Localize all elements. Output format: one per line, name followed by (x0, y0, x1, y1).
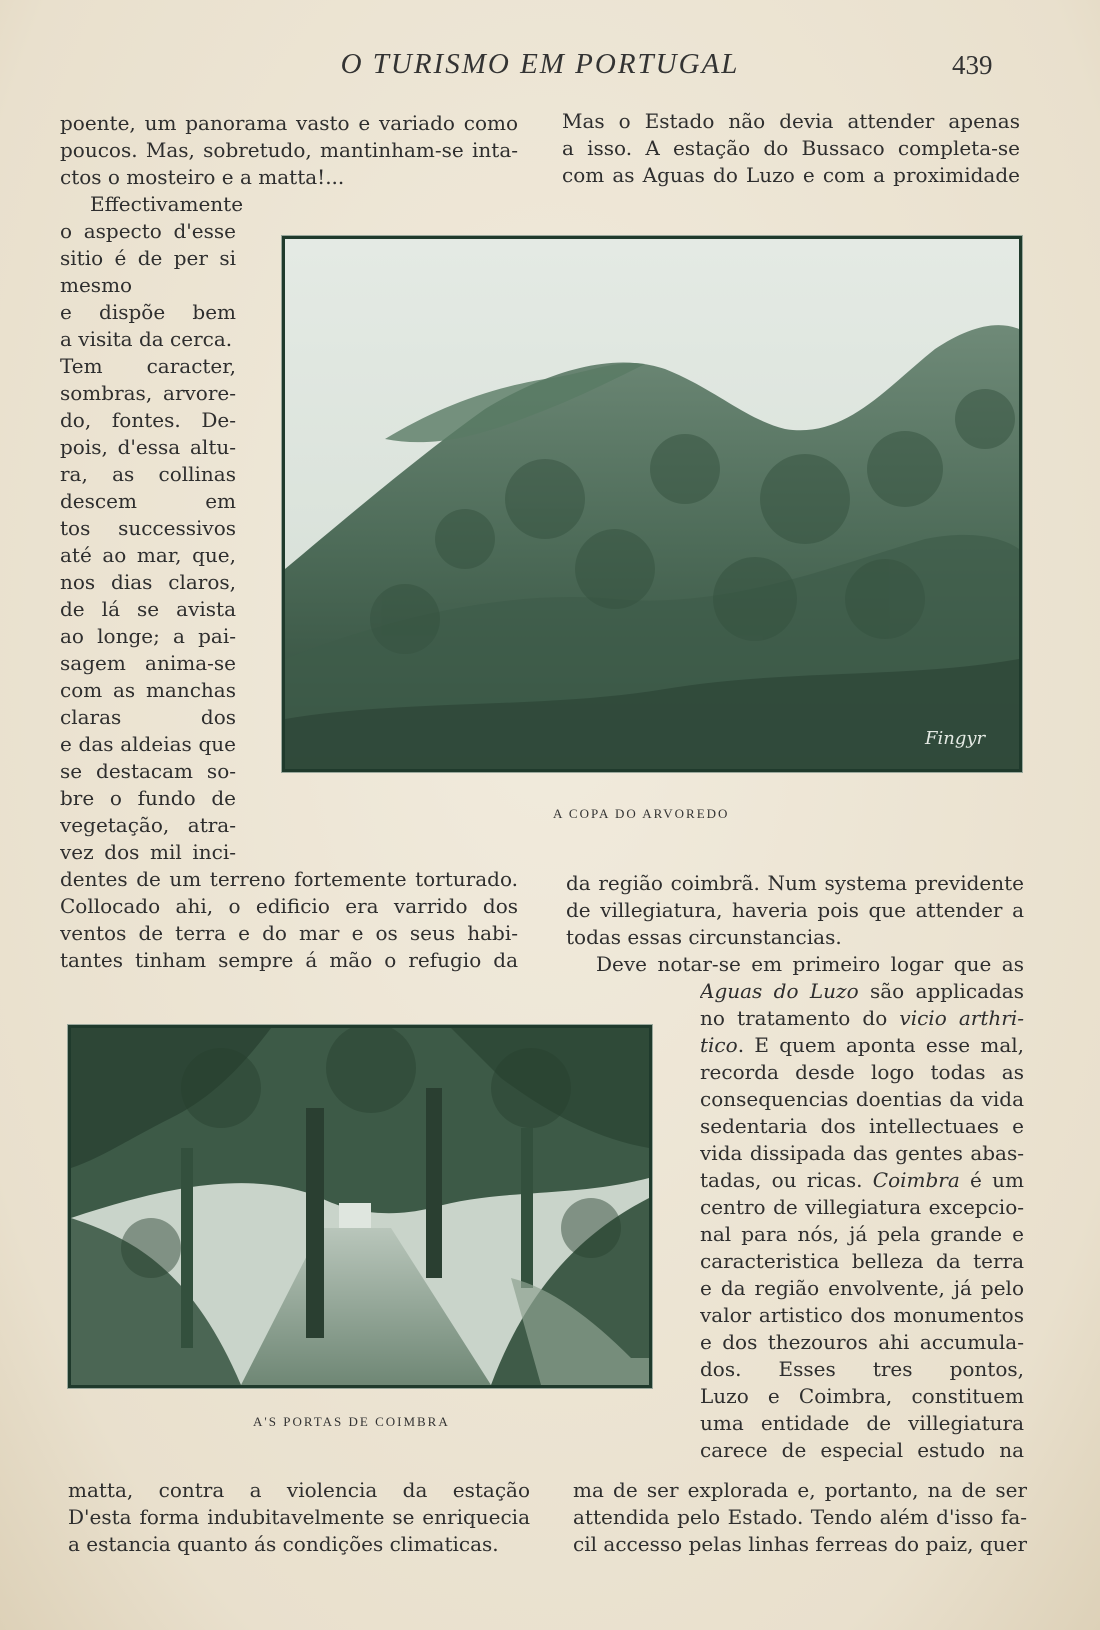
text-line: com as manchas (60, 678, 236, 702)
text-line: Tem caracter, (60, 354, 236, 378)
text-line: e das aldeias que (60, 732, 236, 756)
running-header: O TURISMO EM PORTUGAL (340, 48, 740, 80)
canopy-illustration (285, 239, 1019, 769)
text-line: sedentaria dos intellectuaes e (700, 1114, 1024, 1138)
text-line: ventos de terra e do mar e os seus habi- (60, 921, 518, 945)
text-line: Collocado ahi, o edificio era varrido dos (60, 894, 518, 918)
text-line: tos successivos (60, 516, 236, 540)
text-line: de villegiatura, haveria pois que attender a (566, 898, 1024, 922)
text-line: todas essas circunstancias. (566, 925, 842, 949)
text-line: caracteristica belleza da terra (700, 1249, 1024, 1273)
caption-road-coimbra: A'S PORTAS DE COIMBRA (253, 1414, 450, 1429)
text-line: Luzo e Coimbra, constituem (700, 1384, 1024, 1408)
text-line: D'esta forma indubitavelmente se enriquecia (68, 1505, 530, 1529)
text-line: poucos. Mas, sobretudo, mantinham-se inta- (60, 138, 518, 162)
text-line: ma de ser explorada e, portanto, na de ser (573, 1478, 1027, 1502)
text-line: matta, contra a violencia da estação (68, 1478, 530, 1502)
text-line: vida dissipada das gentes abas- (700, 1141, 1024, 1165)
text-line: ctos o mosteiro e a matta!... (60, 165, 345, 189)
text-line: mesmo (60, 273, 133, 297)
text-line: com as Aguas do Luzo e com a proximidade (562, 163, 1020, 187)
text-line: carece de especial estudo na (700, 1438, 1024, 1462)
page-number: 439 (952, 50, 993, 80)
text-line: sombras, arvore- (60, 381, 236, 405)
text-line: Effectivamente (90, 192, 244, 216)
text-line: descem em (60, 489, 236, 513)
text-line: Deve notar-se em primeiro logar que as (596, 952, 1024, 976)
text-line: attendida pelo Estado. Tendo além d'isso fa- (573, 1505, 1027, 1529)
text-line: nos dias claros, (60, 570, 236, 594)
text-line: o aspecto d'esse (60, 219, 236, 243)
text-line: valor artistico dos monumentos (700, 1303, 1024, 1327)
text-line: pois, d'essa altu- (60, 435, 236, 459)
text-line: de lá se avista (60, 597, 236, 621)
text-line: tadas, ou ricas. Coimbra é um (700, 1168, 1024, 1192)
text-line: ra, as collinas (60, 462, 236, 486)
text-line: poente, um panorama vasto e variado como (60, 111, 518, 135)
text-line: nal para nós, já pela grande e (700, 1222, 1024, 1246)
text-line: até ao mar, que, (60, 543, 236, 567)
text-line: da região coimbrã. Num systema previdente (566, 871, 1024, 895)
text-line: sitio é de per si (60, 246, 236, 270)
text-line: no tratamento do vicio arthri- (700, 1006, 1024, 1030)
text-line: cil accesso pelas linhas ferreas do paiz, quer (573, 1532, 1027, 1556)
text-line: vegetação, atra- (60, 813, 236, 837)
text-line: bre o fundo de (60, 786, 236, 810)
text-line: Aguas do Luzo são applicadas (700, 979, 1024, 1003)
text-line: tantes tinham sempre á mão o refugio da (60, 948, 518, 972)
text-line: tico. E quem aponta esse mal, (700, 1033, 1024, 1057)
text-line: dentes de um terreno fortemente torturado. (60, 867, 518, 891)
text-line: dos. Esses tres pontos, (700, 1357, 1024, 1381)
text-line: e dos thezouros ahi accumula- (700, 1330, 1024, 1354)
text-line: a isso. A estação do Bussaco completa-se (562, 136, 1020, 160)
road-illustration (71, 1028, 649, 1385)
text-line: ao longe; a pai- (60, 624, 236, 648)
text-line: Mas o Estado não devia attender apenas (562, 109, 1020, 133)
text-line: e da região envolvente, já pelo (700, 1276, 1024, 1300)
text-line: sagem anima-se (60, 651, 236, 675)
text-line: se destacam so- (60, 759, 236, 783)
photo-tree-canopy (282, 236, 1022, 772)
photographer-signature: Fingyr (925, 728, 986, 749)
text-line: a estancia quanto ás condições climaticas. (68, 1532, 499, 1556)
text-line: e dispõe bem (60, 300, 236, 324)
text-line: do, fontes. De- (60, 408, 236, 432)
text-line: centro de villegiatura excepcio- (700, 1195, 1024, 1219)
text-line: vez dos mil inci- (60, 840, 236, 864)
text-line: a visita da cerca. (60, 327, 233, 351)
text-line: recorda desde logo todas as (700, 1060, 1024, 1084)
text-line: uma entidade de villegiatura (700, 1411, 1024, 1435)
text-line: consequencias doentias da vida (700, 1087, 1024, 1111)
text-line: claras dos (60, 705, 236, 729)
photo-road-coimbra (68, 1025, 652, 1388)
caption-tree-canopy: A COPA DO ARVOREDO (553, 806, 730, 821)
